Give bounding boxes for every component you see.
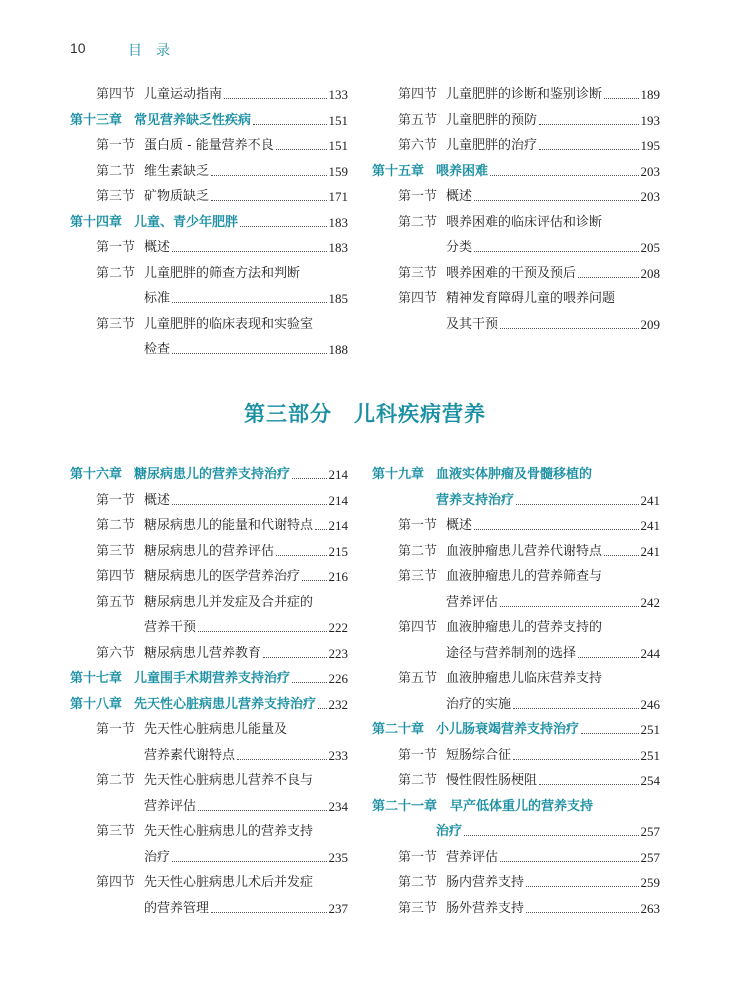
section-label: 第三节 <box>96 543 136 559</box>
leader-dots <box>240 226 326 227</box>
page-ref: 251 <box>640 747 660 763</box>
page-ref: 193 <box>640 112 660 128</box>
chapter-label: 第十六章 <box>70 467 123 482</box>
toc-column-top-right <box>372 82 660 337</box>
section-title: 治疗 <box>144 849 171 865</box>
chapter-title: 早产低体重儿的营养支持 <box>450 798 594 814</box>
section-title: 先天性心脏病患儿营养不良与 <box>144 773 314 788</box>
section-label: 第一节 <box>96 240 136 255</box>
section-title: 糖尿病患儿的能量和代谢特点 <box>144 518 314 533</box>
section-title: 短肠综合征 <box>446 747 512 763</box>
section-title: 糖尿病患儿并发症及合并症的 <box>144 594 314 610</box>
leader-dots <box>604 98 638 99</box>
toc-section-entry <box>70 159 348 185</box>
page-ref: 195 <box>640 138 660 153</box>
leader-dots <box>578 277 638 278</box>
toc-chapter-entry <box>372 462 660 488</box>
toc-chapter-entry <box>70 666 348 692</box>
leader-dots <box>500 606 638 607</box>
leader-dots <box>539 149 638 150</box>
page-ref: 214 <box>328 467 348 482</box>
section-label: 第六节 <box>96 645 136 661</box>
toc-section-entry <box>70 768 348 794</box>
toc-section-entry <box>70 743 348 769</box>
section-label: 第二节 <box>398 773 438 788</box>
leader-dots <box>315 529 326 530</box>
leader-dots <box>464 835 638 836</box>
section-label: 第二节 <box>398 875 438 890</box>
toc-chapter-entry <box>372 488 660 514</box>
section-title: 肠内营养支持 <box>446 875 525 890</box>
page-ref: 183 <box>328 214 348 230</box>
section-title: 儿童肥胖的预防 <box>446 112 538 128</box>
toc-section-entry <box>372 513 660 539</box>
toc-chapter-entry <box>70 210 348 236</box>
chapter-title: 儿童、青少年肥胖 <box>134 214 239 230</box>
section-title: 营养评估 <box>446 849 499 865</box>
toc-section-entry <box>372 210 660 236</box>
section-title: 治疗的实施 <box>446 696 512 712</box>
section-label: 第五节 <box>398 112 438 128</box>
leader-dots <box>292 682 326 683</box>
toc-section-entry <box>372 235 660 261</box>
section-title: 标准 <box>144 291 171 306</box>
leader-dots <box>581 733 638 734</box>
toc-chapter-entry <box>372 794 660 820</box>
section-label: 第二节 <box>96 773 136 788</box>
section-title: 先天性心脏病患儿的营养支持 <box>144 824 314 839</box>
toc-section-entry <box>372 870 660 896</box>
leader-dots <box>539 784 638 785</box>
page-ref: 232 <box>328 696 348 712</box>
chapter-title: 血液实体肿瘤及骨髓移植的 <box>436 467 593 482</box>
section-label: 第四节 <box>398 87 438 102</box>
section-title: 喂养困难的干预及预后 <box>446 265 577 281</box>
section-title: 先天性心脏病患儿能量及 <box>144 722 288 737</box>
section-title: 血液肿瘤患儿的营养筛查与 <box>446 569 603 584</box>
toc-section-entry <box>372 108 660 134</box>
page-ref: 188 <box>328 342 348 357</box>
section-title: 及其干预 <box>446 316 499 332</box>
page-ref: 203 <box>640 189 660 204</box>
section-title: 概述 <box>144 492 171 508</box>
toc-section-entry <box>372 896 660 922</box>
section-title: 慢性假性肠梗阻 <box>446 773 538 788</box>
page-header <box>70 40 670 64</box>
leader-dots <box>198 631 326 632</box>
toc-section-entry <box>70 794 348 820</box>
page-ref: 257 <box>640 824 660 839</box>
chapter-title: 喂养困难 <box>436 163 489 179</box>
section-label: 第四节 <box>96 569 136 584</box>
section-title: 维生素缺乏 <box>144 163 210 179</box>
section-label: 第二节 <box>398 543 438 559</box>
leader-dots <box>526 886 638 887</box>
section-title: 矿物质缺乏 <box>144 189 210 204</box>
toc-chapter-entry <box>372 717 660 743</box>
toc-section-entry <box>372 845 660 871</box>
page-ref: 216 <box>328 569 348 584</box>
toc-column-bottom-right <box>372 462 660 921</box>
toc-section-entry <box>70 286 348 312</box>
leader-dots <box>172 504 326 505</box>
leader-dots <box>172 353 326 354</box>
chapter-label: 第二十一章 <box>372 798 438 814</box>
toc-section-entry <box>70 82 348 108</box>
leader-dots <box>211 175 326 176</box>
section-label: 第三节 <box>398 569 438 584</box>
section-label: 第三节 <box>398 900 438 916</box>
section-title: 营养干预 <box>144 620 197 635</box>
toc-column-bottom-left <box>70 462 348 921</box>
chapter-label: 第二十章 <box>372 722 425 737</box>
toc-section-entry <box>70 819 348 845</box>
toc-chapter-entry <box>372 819 660 845</box>
toc-chapter-entry <box>70 108 348 134</box>
chapter-label: 第十五章 <box>372 163 425 179</box>
page-ref: 242 <box>640 594 660 610</box>
toc-column-top-left <box>70 82 348 363</box>
section-title: 血液肿瘤患儿营养代谢特点 <box>446 543 603 559</box>
section-title: 营养评估 <box>446 594 499 610</box>
section-title: 血液肿瘤患儿临床营养支持 <box>446 671 603 686</box>
leader-dots <box>578 657 638 658</box>
toc-section-entry <box>372 312 660 338</box>
part-title: 第三部分 儿科疾病营养 <box>244 401 486 426</box>
chapter-title: 先天性心脏病患儿营养支持治疗 <box>134 696 317 712</box>
toc-section-entry <box>70 539 348 565</box>
section-label: 第五节 <box>398 671 438 686</box>
leader-dots <box>526 912 638 913</box>
section-title: 营养评估 <box>144 798 197 814</box>
section-title: 精神发育障碍儿童的喂养问题 <box>446 291 616 306</box>
section-title: 喂养困难的临床评估和诊断 <box>446 214 603 230</box>
section-label: 第三节 <box>398 265 438 281</box>
chapter-title: 儿童围手术期营养支持治疗 <box>134 671 291 686</box>
leader-dots <box>490 175 638 176</box>
leader-dots <box>253 124 326 125</box>
page-number: 10 <box>70 40 86 56</box>
leader-dots <box>604 555 638 556</box>
section-title: 肠外营养支持 <box>446 900 525 916</box>
page-ref: 151 <box>328 138 348 153</box>
page-ref: 133 <box>328 87 348 102</box>
leader-dots <box>172 302 326 303</box>
chapter-title: 小儿肠衰竭营养支持治疗 <box>436 722 580 737</box>
page-ref: 246 <box>640 696 660 712</box>
section-title: 儿童肥胖的筛查方法和判断 <box>144 265 301 281</box>
toc-section-entry <box>70 564 348 590</box>
toc-section-entry <box>372 590 660 616</box>
page-ref: 215 <box>328 543 348 559</box>
section-title: 糖尿病患儿的营养评估 <box>144 543 275 559</box>
toc-section-entry <box>372 82 660 108</box>
toc-section-entry <box>372 184 660 210</box>
section-label: 第四节 <box>96 875 136 890</box>
toc-section-entry <box>70 513 348 539</box>
toc-section-entry <box>70 845 348 871</box>
section-title: 蛋白质 - 能量营养不良 <box>144 138 274 153</box>
page-ref: 159 <box>328 163 348 179</box>
toc-section-entry <box>70 184 348 210</box>
leader-dots <box>276 555 326 556</box>
section-title: 概述 <box>144 240 171 255</box>
leader-dots <box>516 504 638 505</box>
page-ref: 254 <box>640 773 660 788</box>
page-ref: 171 <box>328 189 348 204</box>
leader-dots <box>474 251 638 252</box>
section-label: 第五节 <box>96 594 136 610</box>
leader-dots <box>276 149 327 150</box>
section-label: 第二节 <box>96 163 136 179</box>
leader-dots <box>474 529 638 530</box>
toc-section-entry <box>70 312 348 338</box>
toc-section-entry <box>70 235 348 261</box>
chapter-title: 常见营养缺乏性疾病 <box>134 112 252 128</box>
toc-section-entry <box>70 896 348 922</box>
section-label: 第二节 <box>96 265 136 281</box>
section-title: 途径与营养制剂的选择 <box>446 645 577 661</box>
page-ref: 241 <box>640 518 660 533</box>
leader-dots <box>539 124 638 125</box>
toc-section-entry <box>70 133 348 159</box>
page-ref: 234 <box>328 798 348 814</box>
chapter-title: 营养支持治疗 <box>436 492 515 508</box>
chapter-title: 治疗 <box>436 824 463 839</box>
toc-section-entry <box>70 337 348 363</box>
toc-section-entry <box>70 717 348 743</box>
page-ref: 151 <box>328 112 348 128</box>
toc-section-entry <box>372 768 660 794</box>
toc-section-entry <box>70 488 348 514</box>
leader-dots <box>211 912 326 913</box>
section-label: 第一节 <box>96 492 136 508</box>
leader-dots <box>500 861 638 862</box>
section-title: 糖尿病患儿的医学营养治疗 <box>144 569 301 584</box>
toc-section-entry <box>70 261 348 287</box>
section-label: 第四节 <box>398 620 438 635</box>
page-ref: 241 <box>640 543 660 559</box>
page-ref: 226 <box>328 671 348 686</box>
toc-section-entry <box>372 261 660 287</box>
toc-section-entry <box>372 692 660 718</box>
toc-chapter-entry <box>372 159 660 185</box>
section-label: 第六节 <box>398 138 438 153</box>
page-ref: 237 <box>328 900 348 916</box>
toc-section-entry <box>70 590 348 616</box>
section-title: 概述 <box>446 518 473 533</box>
leader-dots <box>172 251 326 252</box>
toc-section-entry <box>372 133 660 159</box>
leader-dots <box>172 861 326 862</box>
leader-dots <box>513 759 638 760</box>
page-ref: 235 <box>328 849 348 865</box>
toc-section-entry <box>372 564 660 590</box>
toc-section-entry <box>372 641 660 667</box>
toc-chapter-entry <box>70 692 348 718</box>
page-ref: 214 <box>328 492 348 508</box>
section-title: 分类 <box>446 240 473 255</box>
toc-section-entry <box>372 666 660 692</box>
leader-dots <box>318 708 326 709</box>
section-title: 儿童运动指南 <box>144 87 223 102</box>
section-title: 检查 <box>144 342 171 357</box>
section-title: 儿童肥胖的临床表现和实验室 <box>144 316 314 332</box>
section-title: 糖尿病患儿营养教育 <box>144 645 262 661</box>
chapter-label: 第十三章 <box>70 112 123 128</box>
section-title: 血液肿瘤患儿的营养支持的 <box>446 620 603 635</box>
leader-dots <box>263 657 326 658</box>
section-label: 第三节 <box>96 316 136 332</box>
toc-section-entry <box>372 286 660 312</box>
leader-dots <box>211 200 326 201</box>
page-ref: 185 <box>328 291 348 306</box>
toc-section-entry <box>372 539 660 565</box>
leader-dots <box>513 708 638 709</box>
page-ref: 205 <box>640 240 660 255</box>
leader-dots <box>474 200 638 201</box>
page-ref: 257 <box>640 849 660 865</box>
toc-chapter-entry <box>70 462 348 488</box>
leader-dots <box>302 580 326 581</box>
toc-section-entry <box>70 641 348 667</box>
section-label: 第四节 <box>398 291 438 306</box>
section-label: 第一节 <box>398 518 438 533</box>
chapter-label: 第十四章 <box>70 214 123 230</box>
header-title: 目录 <box>128 43 184 59</box>
page-ref: 259 <box>640 875 660 890</box>
page-ref: 233 <box>328 747 348 763</box>
section-label: 第一节 <box>398 747 438 763</box>
section-label: 第三节 <box>96 824 136 839</box>
section-label: 第三节 <box>96 189 136 204</box>
leader-dots <box>292 478 326 479</box>
toc-section-entry <box>70 870 348 896</box>
section-label: 第一节 <box>398 189 438 204</box>
page-ref: 208 <box>640 265 660 281</box>
page-ref: 241 <box>640 492 660 508</box>
section-title: 儿童肥胖的治疗 <box>446 138 538 153</box>
leader-dots <box>224 98 326 99</box>
page-ref: 251 <box>640 722 660 737</box>
section-label: 第一节 <box>398 849 438 865</box>
toc-section-entry <box>372 615 660 641</box>
toc-section-entry <box>372 743 660 769</box>
section-title: 概述 <box>446 189 473 204</box>
section-title: 的营养管理 <box>144 900 210 916</box>
section-label: 第四节 <box>96 87 136 102</box>
toc-section-entry <box>70 615 348 641</box>
page-ref: 263 <box>640 900 660 916</box>
page-ref: 189 <box>640 87 660 102</box>
section-label: 第二节 <box>96 518 136 533</box>
chapter-label: 第十八章 <box>70 696 123 712</box>
chapter-label: 第十七章 <box>70 671 123 686</box>
section-label: 第一节 <box>96 138 136 153</box>
section-title: 儿童肥胖的诊断和鉴别诊断 <box>446 87 603 102</box>
page-ref: 223 <box>328 645 348 661</box>
page-ref: 183 <box>328 240 348 255</box>
page-ref: 222 <box>328 620 348 635</box>
chapter-title: 糖尿病患儿的营养支持治疗 <box>134 467 291 482</box>
page-ref: 209 <box>640 316 660 332</box>
page-ref: 203 <box>640 163 660 179</box>
page-ref: 244 <box>640 645 660 661</box>
section-label: 第一节 <box>96 722 136 737</box>
section-title: 营养素代谢特点 <box>144 747 236 763</box>
leader-dots <box>198 810 326 811</box>
leader-dots <box>500 328 638 329</box>
page-ref: 214 <box>328 518 348 533</box>
leader-dots <box>237 759 326 760</box>
section-label: 第二节 <box>398 214 438 230</box>
section-title: 先天性心脏病患儿术后并发症 <box>144 875 314 890</box>
chapter-label: 第十九章 <box>372 467 425 482</box>
